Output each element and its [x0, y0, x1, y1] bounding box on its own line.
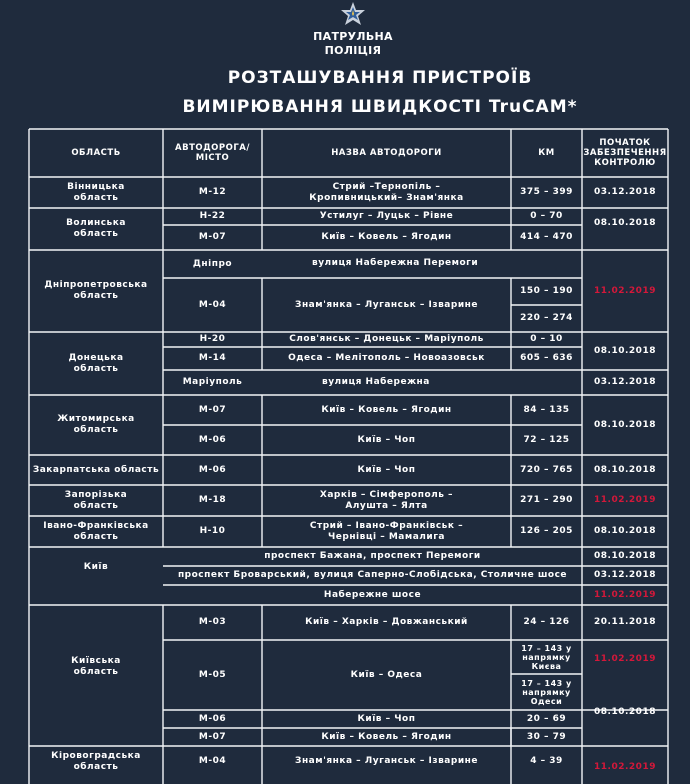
table-row-km: 720 – 765 [520, 464, 573, 475]
table-row-start: 11.02.2019 [594, 589, 656, 600]
table-row-km: 17 – 143 у напрямку Одеси [521, 678, 572, 706]
table-row-start: 20.11.2018 [594, 617, 656, 627]
table-row-road: М-04 [198, 755, 227, 766]
table-row-name: Стрий –Тернопіль – Кропивницький– Знам'янка [309, 181, 464, 203]
table-row-km: 20 – 69 [526, 713, 567, 724]
table-row-name: Київ – Харків – Довжанський [305, 617, 468, 627]
table-row-name: Знам'янка – Луганськ – Ізварине [295, 755, 478, 766]
table-row-km: 126 – 205 [520, 526, 573, 536]
page-title-line-2: ВИМІРЮВАННЯ ШВИДКОСТІ TruCAM* [182, 97, 578, 117]
table-row-km: 0 – 70 [530, 211, 563, 221]
table-row-road: М-12 [198, 187, 227, 197]
table-row-name: Знам'янка – Луганськ – Ізварине [295, 299, 478, 310]
org-line-1: ПАТРУЛЬНА [313, 30, 393, 43]
table-row-name: Набережне шосе [323, 589, 422, 600]
table-row-name: Устилуг – Луцьк – Рівне [319, 211, 454, 221]
region-donetsk: Донецька область [68, 352, 124, 374]
region-kirovohrad: Кіровоградська область [51, 751, 141, 772]
region-kyiv-oblast: Київська область [71, 655, 121, 677]
table-row-road: Н-10 [199, 526, 226, 536]
column-header-start: ПОЧАТОК ЗАБЕЗПЕЧЕННЯ КОНТРОЛЮ [583, 138, 667, 168]
table-row-road: Н-22 [199, 211, 226, 221]
table-row-km: 375 – 399 [520, 187, 573, 197]
table-row-km: 150 – 190 [520, 286, 573, 296]
region-ivano-frankivsk: Івано-Франківська область [43, 520, 149, 542]
table-row-name: Київ – Чоп [357, 464, 416, 475]
table-row-start: 03.12.2018 [594, 570, 656, 580]
region-zaporizhzhia: Запорізька область [64, 489, 128, 511]
table-row-km: 72 – 125 [523, 434, 570, 445]
table-row-name: Київ – Чоп [357, 713, 416, 724]
table-row-name: вулиця Набережна Перемоги [312, 257, 479, 268]
table-row-start: 11.02.2019 [594, 653, 656, 664]
table-row-start: 08.10.2018 [594, 345, 656, 356]
table-row-start: 03.12.2018 [594, 187, 656, 197]
table-row-start: 08.10.2018 [594, 419, 656, 430]
table-row-name: Харків – Сімферополь – Алушта – Ялта [319, 489, 454, 511]
table-row-name: Київ – Ковель – Ягодин [321, 731, 452, 742]
table-row-km: 4 – 39 [530, 755, 563, 766]
table-row-km: 17 – 143 у напрямку Києва [521, 643, 572, 671]
region-volyn: Волинська область [66, 218, 126, 239]
table-row-road: М-07 [198, 232, 227, 242]
table-row-road: Дніпро [192, 258, 233, 269]
column-header-km: КМ [538, 148, 555, 158]
table-row-road: М-05 [198, 669, 227, 680]
table-row-km: 271 – 290 [520, 495, 573, 505]
table-row-start: 11.02.2019 [594, 495, 656, 505]
org-line-2: ПОЛІЦІЯ [324, 44, 382, 57]
table-row-start: 03.12.2018 [594, 377, 656, 387]
region-zhytomyr: Житомирська область [57, 414, 135, 435]
table-row-name: Одеса – Мелітополь – Новоазовськ [288, 353, 485, 363]
table-row-start: 08.10.2018 [594, 464, 656, 475]
table-row-road: М-06 [198, 464, 227, 475]
table-row-start: 08.10.2018 [594, 551, 656, 561]
table-row-name: Київ – Чоп [357, 434, 416, 445]
table-row-road: Н-20 [199, 334, 226, 344]
region-zakarpattia: Закарпатська область [32, 464, 160, 475]
table-row-name: проспект Броварський, вулиця Саперно-Слобідська, Столичне шосе [177, 570, 568, 580]
table-row-name: вулиця Набережна [322, 377, 430, 387]
table-row-name: Київ – Ковель – Ягодин [321, 232, 452, 242]
table-row-road: М-07 [198, 731, 227, 742]
table-row-name: Київ – Ковель – Ягодин [321, 404, 452, 415]
table-row-km: 605 – 636 [520, 353, 573, 363]
column-header-road: АВТОДОРОГА/ МІСТО [175, 143, 250, 163]
region-dnipro: Дніпропетровська область [44, 280, 148, 301]
table-row-road: М-03 [198, 617, 227, 627]
table-row-road: М-18 [198, 495, 227, 505]
table-row-start: 08.10.2018 [594, 217, 656, 228]
table-row-road: М-07 [198, 404, 227, 415]
column-header-region: ОБЛАСТЬ [71, 148, 121, 158]
table-row-start: 08.10.2018 [594, 526, 656, 536]
page-title-line-1: РОЗТАШУВАННЯ ПРИСТРОЇВ [227, 68, 533, 88]
table-row-km: 0 – 10 [530, 334, 563, 344]
table-row-road: М-04 [198, 299, 227, 310]
table-row-km: 84 – 135 [523, 404, 570, 415]
table-row-road: М-06 [198, 434, 227, 445]
table-row-name: проспект Бажана, проспект Перемоги [264, 551, 481, 561]
table-row-km: 414 – 470 [520, 232, 573, 242]
table-row-name: Стрий – Івано-Франківськ – Чернівці – Мамалига [309, 520, 464, 542]
table-row-km: 220 – 274 [520, 313, 573, 323]
table-row-start: 08.10.2018 [594, 706, 656, 717]
table-row-km: 30 – 79 [526, 731, 567, 742]
column-header-name: НАЗВА АВТОДОРОГИ [331, 148, 442, 158]
table-row-name: Слов'янськ – Донецьк – Маріуполь [289, 334, 484, 344]
table-row-road: Маріуполь [182, 377, 243, 387]
table-row-km: 24 – 126 [523, 617, 570, 627]
region-kyiv-city: Київ [83, 561, 109, 572]
table-row-start: 11.02.2019 [594, 285, 656, 296]
table-row-start: 11.02.2019 [594, 761, 656, 772]
table-row-road: М-06 [198, 713, 227, 724]
table-row-road: М-14 [198, 353, 227, 363]
region-vinnytsia: Вінницька область [67, 181, 125, 203]
table-row-name: Київ – Одеса [350, 669, 423, 680]
